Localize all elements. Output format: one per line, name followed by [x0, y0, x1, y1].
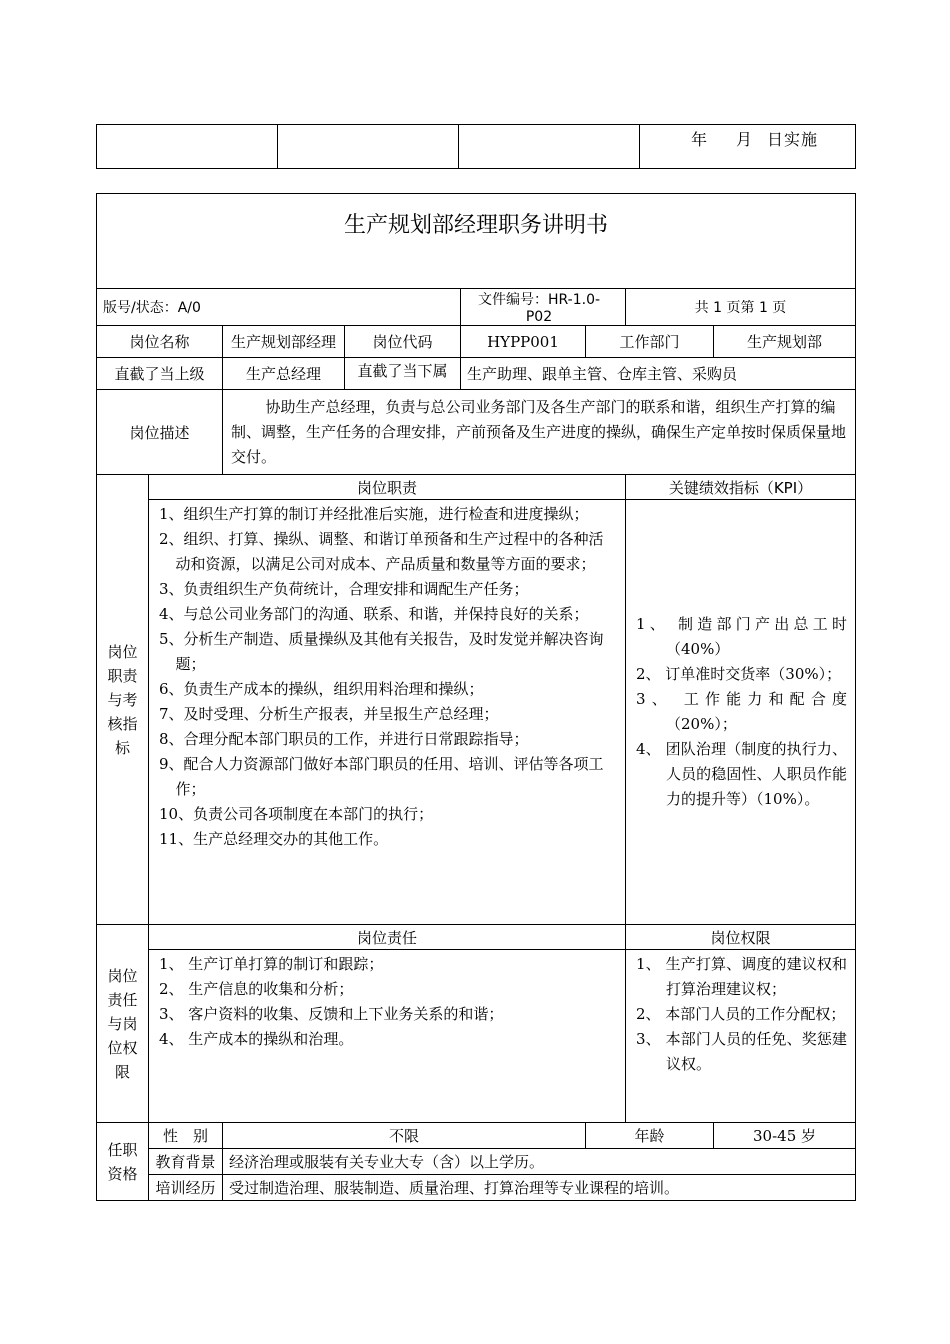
position-name-label: 岗位名称 — [97, 326, 223, 358]
kpi-list — [626, 500, 856, 925]
blank-cell-3 — [459, 125, 640, 169]
responsibility-item: 2、 生产信息的收集和分析； — [159, 980, 354, 998]
duty-item: 6、负责生产成本的操纵，组织用料治理和操纵； — [159, 680, 484, 698]
duty-item: 4、与总公司业务部门的沟通、联系、和谐，并保持良好的关系； — [159, 605, 589, 623]
blank-cell-2 — [278, 125, 459, 169]
job-description-table — [96, 193, 856, 1201]
kpi-items — [636, 612, 847, 812]
position-code-label: 岗位代码 — [345, 326, 461, 358]
superior: 生产总经理 — [223, 358, 345, 390]
duties-label-text: 岗位职责与考核指标 — [107, 642, 138, 757]
authority-item: 2、 本部门人员的工作分配权； — [636, 1005, 846, 1023]
training-value: 受过制造治理、服装制造、质量治理、打算治理等专业课程的培训。 — [223, 1175, 856, 1201]
subordinate-label-text: 直截了当下属 — [357, 362, 448, 380]
age-value: 30-45 岁 — [714, 1123, 856, 1149]
page-count: 共 1 页第 1 页 — [626, 289, 856, 326]
authority-header: 岗位权限 — [626, 925, 856, 950]
authority-items — [636, 952, 847, 1077]
duty-item: 8、合理分配本部门职员的工作，并进行日常跟踪指导； — [159, 730, 529, 748]
kpi-header: 关键绩效指标（KPI） — [626, 475, 856, 500]
education-label: 教育背景 — [149, 1149, 223, 1175]
kpi-item: 3、 工作能力和配合度（20%）； — [636, 690, 848, 733]
position-code: HYPP001 — [461, 326, 586, 358]
subordinate-label — [345, 358, 461, 390]
qualification-section-label — [97, 1123, 149, 1201]
responsibility-item: 3、 客户资料的收集、反馈和上下业务关系的和谐； — [159, 1005, 504, 1023]
month-label: 月 — [735, 130, 753, 149]
responsibility-items — [159, 952, 617, 1052]
kpi-item: 1、 制造部门产出总工时（40%） — [636, 615, 848, 658]
training-label: 培训经历 — [149, 1175, 223, 1201]
duty-item: 10、负责公司各项制度在本部门的执行； — [159, 805, 434, 823]
implementation-date-table — [96, 124, 856, 169]
document-title: 生产规划部经理职务讲明书 — [97, 194, 856, 289]
duty-item: 5、分析生产制造、质量操纵及其他有关报告，及时发觉并解决咨询题； — [159, 630, 604, 673]
duty-header: 岗位职责 — [149, 475, 626, 500]
kpi-item: 2、 订单准时交货率（30%）； — [636, 665, 842, 683]
duty-item: 9、配合人力资源部门做好本部门职员的任用、培训、评估等各项工作； — [159, 755, 604, 798]
authority-item: 3、 本部门人员的任免、奖惩建议权。 — [636, 1030, 848, 1073]
authority-item: 1、 生产打算、调度的建议权和打算治理建议权； — [636, 955, 848, 998]
position-name: 生产规划部经理 — [223, 326, 345, 358]
responsibility-header: 岗位责任 — [149, 925, 626, 950]
age-label: 年龄 — [586, 1123, 714, 1149]
kpi-item: 4、 团队治理（制度的执行力、人员的稳固性、人职员作能力的提升等）（10%）。 — [636, 740, 848, 808]
responsibility-item: 4、 生产成本的操纵和治理。 — [159, 1030, 354, 1048]
duty-item: 2、组织、打算、操纵、调整、和谐订单预备和生产过程中的各种活动和资源，以满足公司对成本、产品质量和数量等方面的要求； — [159, 530, 604, 573]
education-value: 经济治理或服装有关专业大专（含）以上学历。 — [223, 1149, 856, 1175]
qualification-label-text: 任职资格 — [107, 1140, 138, 1183]
file-number: 文件编号：HR-1.0-P02 — [461, 289, 626, 326]
blank-cell-1 — [97, 125, 278, 169]
implementation-date — [640, 125, 856, 169]
duty-items — [159, 502, 617, 852]
gender-label: 性 别 — [149, 1123, 223, 1149]
day-label: 日实施 — [767, 130, 819, 149]
duty-item: 7、及时受理、分析生产报表，并呈报生产总经理； — [159, 705, 499, 723]
duty-list — [149, 500, 626, 925]
subordinates: 生产助理、跟单主管、仓库主管、采购员 — [461, 358, 856, 390]
superior-label: 直截了当上级 — [97, 358, 223, 390]
description-text: 协助生产总经理，负责与总公司业务部门及各生产部门的联系和谐，组织生产打算的编制、调整，生产任务的合理安排，产前预备及生产进度的操纵，确保生产定单按时保质保量地交付。 — [223, 390, 856, 475]
authority-list — [626, 950, 856, 1123]
version-status: 版号/状态：A/0 — [97, 289, 461, 326]
description-label: 岗位描述 — [97, 390, 223, 475]
gender-value: 不限 — [223, 1123, 586, 1149]
duty-item: 3、负责组织生产负荷统计，合理安排和调配生产任务； — [159, 580, 529, 598]
responsibility-item: 1、 生产订单打算的制订和跟踪； — [159, 955, 384, 973]
year-label: 年 — [690, 130, 708, 149]
department: 生产规划部 — [714, 326, 856, 358]
responsibility-label-text: 岗位责任与岗位权限 — [107, 966, 138, 1081]
responsibility-list — [149, 950, 626, 1123]
department-label: 工作部门 — [586, 326, 714, 358]
responsibility-section-label — [97, 925, 149, 1123]
duties-section-label — [97, 475, 149, 925]
duty-item: 1、组织生产打算的制订并经批准后实施，进行检查和进度操纵； — [159, 505, 589, 523]
duty-item: 11、生产总经理交办的其他工作。 — [159, 830, 389, 848]
